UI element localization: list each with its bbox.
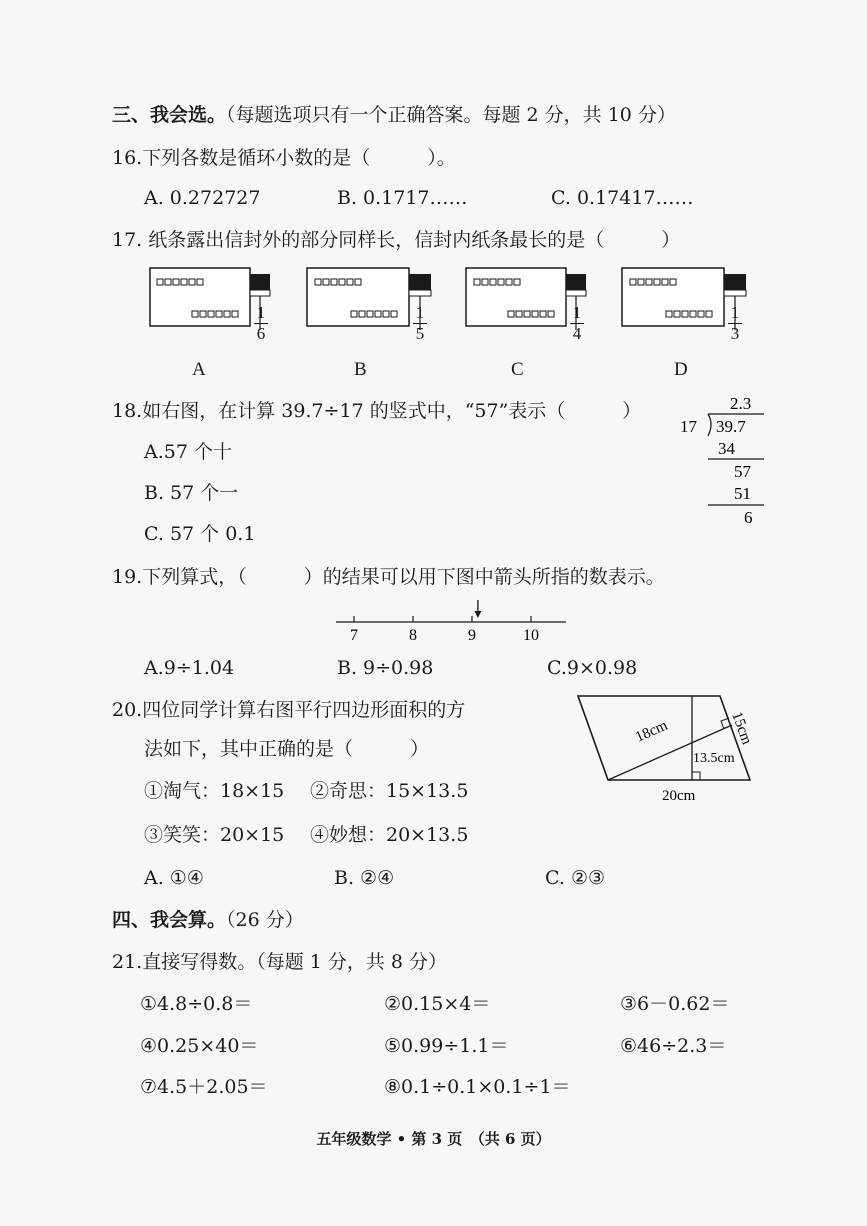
step1: 34 bbox=[718, 439, 735, 458]
q19-option-c[interactable]: C.9×0.98 bbox=[547, 657, 638, 679]
number-line-tick-label: 9 bbox=[468, 627, 476, 644]
number-line-arrow bbox=[474, 600, 481, 618]
page-footer: 五年级数学 • 第 3 页 （共 6 页） bbox=[316, 1130, 551, 1148]
number-line-figure bbox=[332, 598, 572, 648]
q20-method-4: ④妙想：20×13.5 bbox=[310, 824, 469, 846]
q19-option-b[interactable]: B. 9÷0.98 bbox=[337, 657, 434, 679]
envelope-a bbox=[150, 268, 270, 330]
section3-title: 三、我会选。 bbox=[112, 104, 227, 126]
q20-option-a[interactable]: A. ①④ bbox=[144, 867, 204, 889]
step2: 51 bbox=[734, 484, 751, 503]
remainder2: 6 bbox=[744, 508, 753, 527]
height-label: 13.5cm bbox=[693, 751, 735, 766]
q20-method-2: ②奇思：15×13.5 bbox=[310, 780, 469, 802]
q21-item-5[interactable]: ⑤0.99÷1.1＝ bbox=[384, 1035, 509, 1057]
quotient: 2.3 bbox=[730, 394, 752, 413]
envelope-b-fraction: 1 5 bbox=[413, 304, 427, 343]
q18-stem: 18.如右图，在计算 39.7÷17 的竖式中，“57”表示（ ） bbox=[112, 400, 642, 422]
q20-method-1: ①淘气：18×15 bbox=[144, 780, 285, 802]
q21-item-1[interactable]: ①4.8÷0.8＝ bbox=[140, 993, 253, 1015]
q16-option-b[interactable]: B. 0.1717…… bbox=[337, 187, 468, 209]
q16-option-c[interactable]: C. 0.17417…… bbox=[551, 187, 694, 209]
q16-option-a[interactable]: A. 0.272727 bbox=[144, 187, 261, 209]
q21-item-7[interactable]: ⑦4.5＋2.05＝ bbox=[140, 1076, 268, 1098]
q19-option-a[interactable]: A.9÷1.04 bbox=[144, 657, 235, 679]
q21-stem: 21.直接写得数。（每题 1 分，共 8 分） bbox=[112, 951, 448, 973]
q21-item-8[interactable]: ⑧0.1÷0.1×0.1÷1＝ bbox=[384, 1076, 571, 1098]
number-line-tick-label: 8 bbox=[409, 627, 417, 644]
remainder1: 57 bbox=[734, 462, 751, 481]
q20-stem-line1: 20.四位同学计算右图平行四边形面积的方 bbox=[112, 699, 466, 721]
q21-item-4[interactable]: ④0.25×40＝ bbox=[140, 1035, 259, 1057]
side-label: 15cm bbox=[728, 709, 755, 747]
q16-stem: 16.下列各数是循环小数的是（ ）。 bbox=[112, 147, 456, 169]
diag-label: 18cm bbox=[633, 717, 671, 746]
q17-stem: 17. 纸条露出信封外的部分同样长，信封内纸条最长的是（ ） bbox=[112, 229, 681, 251]
envelope-c-label[interactable]: C bbox=[511, 359, 524, 380]
envelope-b-label[interactable]: B bbox=[354, 359, 367, 380]
section3-note: （每题选项只有一个正确答案。每题 2 分，共 10 分） bbox=[226, 104, 676, 126]
number-line-tick-label: 10 bbox=[523, 627, 539, 644]
dividend: 39.7 bbox=[716, 417, 746, 436]
q18-option-b[interactable]: B. 57 个一 bbox=[144, 482, 239, 504]
section4-note: （26 分） bbox=[226, 909, 304, 931]
parallelogram-figure bbox=[574, 690, 774, 810]
q19-stem: 19.下列算式，（ ）的结果可以用下图中箭头所指的数表示。 bbox=[112, 566, 665, 588]
section3-header bbox=[112, 103, 676, 127]
q20-option-c[interactable]: C. ②③ bbox=[545, 867, 606, 889]
number-line-tick-label: 7 bbox=[350, 627, 358, 644]
q21-item-2[interactable]: ②0.15×4＝ bbox=[384, 993, 491, 1015]
q20-method-3: ③笑笑：20×15 bbox=[144, 824, 285, 846]
envelope-a-label[interactable]: A bbox=[192, 359, 206, 380]
envelope-a-fraction: 1 6 bbox=[254, 304, 268, 343]
long-division-figure bbox=[676, 392, 766, 532]
section4-header bbox=[112, 908, 304, 932]
envelope-c bbox=[466, 268, 586, 330]
q21-item-6[interactable]: ⑥46÷2.3＝ bbox=[620, 1035, 727, 1057]
envelope-c-fraction: 1 4 bbox=[570, 304, 584, 343]
base-label: 20cm bbox=[662, 788, 696, 804]
section4-title: 四、我会算。 bbox=[112, 909, 227, 931]
q20-stem-line2: 法如下，其中正确的是（ ） bbox=[144, 738, 430, 760]
envelope-d-fraction: 1 3 bbox=[728, 304, 742, 343]
divisor: 17 bbox=[680, 417, 697, 436]
q18-option-c[interactable]: C. 57 个 0.1 bbox=[144, 523, 256, 545]
envelope-d-label[interactable]: D bbox=[674, 359, 688, 380]
q21-item-3[interactable]: ③6－0.62＝ bbox=[620, 993, 730, 1015]
q20-option-b[interactable]: B. ②④ bbox=[334, 867, 395, 889]
q18-option-a[interactable]: A.57 个十 bbox=[144, 441, 232, 463]
